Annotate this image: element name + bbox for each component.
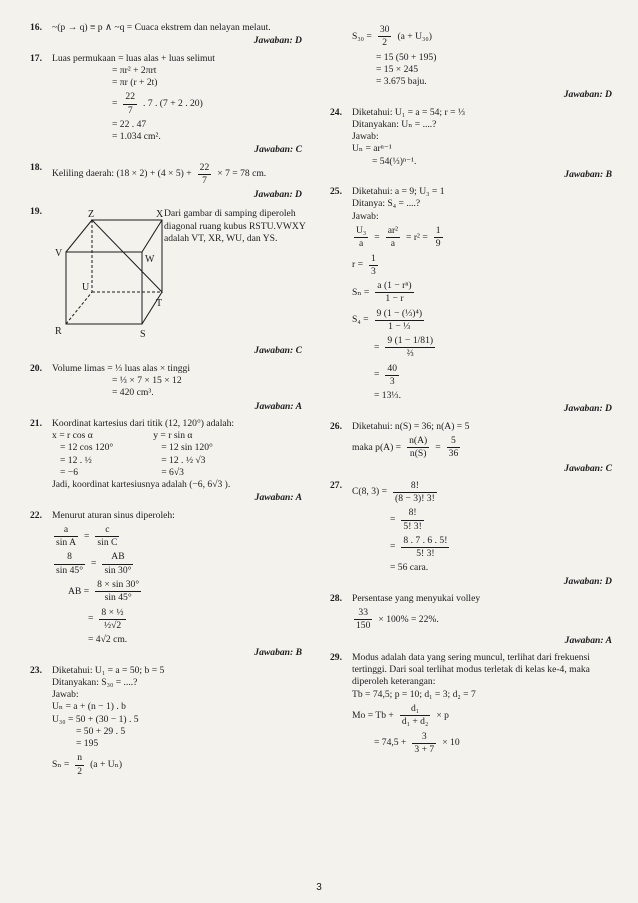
question-23-continued [330,24,612,102]
fraction [412,731,436,757]
question-18 [30,162,302,202]
equals-sign: = [112,97,118,109]
coordinate-work [52,430,302,479]
question-28 [330,593,612,647]
vertex-label-u: U [82,282,90,294]
fraction [393,480,437,506]
numerator: a [54,524,78,537]
numerator: 8 × sin 30° [95,579,141,592]
fraction [354,607,372,633]
fraction [95,579,141,605]
denominator: 3 [371,265,376,277]
work-line: Diketahui: a = 9; U₃ = 1 [352,186,445,198]
fraction [386,225,400,251]
question-21 [30,418,302,505]
numerator: 22 [123,91,137,104]
fraction [400,703,431,729]
denominator: sin 45° [56,564,84,576]
question-17 [30,53,302,157]
cube-edge [66,220,92,252]
cube-diagram [52,206,164,342]
question-number: 20. [30,362,42,374]
fraction [375,280,413,306]
work-line: = −6 [60,466,79,478]
equation-line: = $\frac{8 . 7 . 6 . 5!}{5! 3!}$ [390,534,448,560]
equation-line [52,579,302,605]
answer-label: Jawaban: B [564,168,612,180]
denominator: 2 [382,37,388,49]
cube-figure-block [52,206,306,344]
work-line: = 420 cm³. [112,387,154,399]
fraction [385,363,399,389]
fraction [354,225,368,251]
y-column [153,430,213,479]
work-line: Diketahui: n(S) = 36; n(A) = 5 [352,420,470,432]
equation-line: $\frac{\text{U₃}}{a}$ = $\frac{\text{ar²}}{a}$ = r² = $\frac{1}{9}$ [356,224,441,250]
question-27 [330,480,612,588]
work-text: (a + Uₙ) [90,759,123,771]
equation-line: $\frac{a}{\text{sin A}}$ = $\frac{c}{\text{sin C}}$ [56,523,118,549]
work-line: = 12 . ½ √3 [161,454,206,466]
equation-line: = $\frac{8!}{5! 3!}$ [390,507,422,532]
question-number: 26. [330,420,342,432]
denominator: sin 45° [104,592,132,604]
work-text: Sₙ = [352,286,370,298]
numerator: 8! [393,480,437,493]
denominator: sin A [56,537,76,549]
work-line: = 3.675 baju. [376,76,427,88]
fraction [385,335,435,361]
vertex-label-x: X [156,209,164,221]
equation-line [352,480,612,506]
work-line: = 22 . 47 [112,118,147,130]
work-line: = 15 (50 + 195) [376,51,437,63]
fraction [375,308,425,334]
numerator: n [75,752,84,765]
question-text: Menurut aturan sinus diperoleh: [52,509,175,521]
answer-label: Jawaban: D [253,35,302,47]
work-line: = 50 + 29 . 5 [76,725,126,737]
fraction [75,752,84,778]
numerator: 8 . 7 . 6 . 5! [401,535,449,548]
question-text [52,162,302,188]
numerator: 3 [412,731,436,744]
numerator: 1 [369,253,378,266]
numerator: 8! [401,507,423,520]
answer-label: Jawaban: A [254,400,302,412]
work-line: Jawab: [352,131,379,143]
vertex-label-v: V [55,248,63,260]
cube-front-face [66,252,142,324]
denominator: 2 [77,765,83,777]
numerator: 40 [385,363,399,376]
work-text: AB = [68,585,90,597]
question-text: Persentase yang menyukai volley [352,592,481,604]
equation-line [352,24,612,50]
work-line: Jawab: [352,210,379,222]
question-24 [330,107,612,182]
denominator: 36 [448,448,459,460]
work-text: × p [436,709,449,721]
numerator: d₁ [400,703,431,716]
question-text: Luas permukaan = luas alas + luas selimut [52,52,215,64]
work-text: = 74,5 + [374,737,407,749]
denominator: (8 − 3)! 3! [395,493,435,505]
work-line: = ⅓ × 7 × 15 × 12 [112,374,182,386]
equation-line [352,280,612,306]
question-number: 18. [30,161,42,173]
numerator: ar² [386,225,400,238]
question-number: 27. [330,479,342,491]
work-text: C(8, 3) = [352,486,387,498]
answer-label: Jawaban: A [564,634,612,646]
numerator: 9 (1 − 1/81) [385,335,435,348]
equation-line [352,308,612,334]
question-26 [330,421,612,475]
work-line: = 54(⅓)ⁿ⁻¹. [372,155,417,167]
equation-line: = $\frac{9 (1 - 1/81)}{\text{⅔}}$ [374,335,434,360]
equation-line: maka p(A) = $\frac{n(A)}{n(S)}$ = $\frac{5}{36}$ [352,434,459,460]
denominator: 5! 3! [403,520,422,532]
question-number: 24. [330,106,342,118]
work-text: S₃₀ = [352,30,372,42]
fraction [447,435,461,461]
cube-edge [142,220,162,252]
denominator: a [390,238,395,250]
numerator: a (1 − rⁿ) [375,280,413,293]
question-number: 25. [330,186,342,198]
numerator: 9 (1 − (⅓)⁴) [375,308,425,321]
denominator: ½√2 [103,619,122,631]
denominator: 3 [389,375,395,387]
question-text: ~(p → q) ≡ p ∧ ~q = Cuaca ekstrem dan nelayan melaut. [52,22,271,33]
fraction [198,162,212,188]
equation-line [352,607,612,633]
denominator: 7 [127,104,133,116]
fraction [95,524,119,550]
right-column [330,22,612,761]
numerator: 8 × ½ [99,607,125,620]
numerator: 5 [447,435,461,448]
question-text: Dari gambar di samping diperoleh diagonal ruang kubus RSTU.VWXY adalah VT, XR, WU, dan YS. [164,208,306,244]
denominator: 1 − r [385,293,404,305]
work-line: = πr² + 2πrt [112,64,157,76]
work-text: (a + U₃₀) [397,30,432,42]
question-text: Modus adalah data yang sering muncul, terlihat dari frekuensi tertinggi. Dari soal terlihat modus terletak di kelas ke-4, maka diperoleh keterangan: [352,651,590,688]
work-text: × 7 = 78 cm. [217,168,267,180]
question-number: 17. [30,52,42,64]
equation-line [352,731,612,757]
fraction [123,91,137,117]
work-line: = 13⅓. [374,390,401,402]
answer-label: Jawaban: A [254,492,302,504]
work-line: Uₙ = a + (n − 1) . b [52,701,126,713]
cube-hidden-edge [66,292,92,324]
fraction [54,551,85,577]
answer-label: Jawaban: C [254,144,302,156]
work-line: = 195 [76,738,99,750]
answer-label: Jawaban: C [254,345,302,357]
numerator: U₃ [354,225,368,238]
numerator: n(A) [407,435,429,448]
work-text: Keliling daerah: (18 × 2) + (4 × 5) + [52,168,192,180]
question-16 [30,22,302,48]
answer-label: Jawaban: D [253,189,302,201]
equation-line: $\frac{8}{\sin 45^\circ}$ = $\frac{AB}{\sin 30^\circ}$ [56,551,132,576]
work-line: = πr (r + 2t) [112,77,158,89]
question-number: 29. [330,651,342,663]
answer-label: Jawaban: D [563,575,612,587]
numerator: 33 [354,607,372,620]
vertex-label-s: S [140,329,146,341]
question-text: Koordinat kartesius dari titik (12, 120°) adalah: [52,417,235,429]
fraction [99,607,125,633]
work-text: × 10 [442,737,460,749]
equation-line: = $\frac{40}{3}$ [374,362,398,387]
work-text: = r² = [406,231,428,243]
work-line: = 56 cara. [390,562,429,574]
work-line: = 6√3 [161,466,184,478]
left-column [30,22,306,783]
work-line: Ditanya: S₄ = ....? [352,198,421,210]
answer-label: Jawaban: C [564,462,612,474]
numerator: 8 [54,551,85,564]
work-line: y = r sin α [153,430,193,442]
question-number: 21. [30,417,42,429]
fraction [369,253,378,279]
x-column [52,430,113,479]
numerator: 1 [434,225,443,238]
work-text: . 7 . (7 + 2 . 20) [143,97,203,109]
denominator: 5! 3! [416,548,435,560]
equation-line [352,253,612,279]
fraction [434,225,443,251]
work-text: Mo = Tb + [352,709,394,721]
work-line: = 4√2 cm. [88,634,128,646]
work-line: Jawab: [52,689,79,701]
question-25 [330,186,612,416]
question-22 [30,510,302,660]
work-text: maka p(A) = [352,441,402,453]
denominator: 7 [202,174,207,186]
question-20 [30,363,302,413]
work-text: Sₙ = [52,759,70,771]
question-number: 28. [330,592,342,604]
fraction [378,24,392,50]
work-line: Ditanyakan: S₃₀ = ....? [52,676,138,688]
numerator: 30 [378,24,392,37]
equation-line: = $\frac{\text{8 × ½}}{\text{½√2}}$ [88,606,124,631]
work-line: = 12 . ½ [60,454,92,466]
work-text: × 100% = 22%. [378,613,439,625]
work-line: Ditanyakan: Uₙ = ....? [352,118,437,130]
work-line: Diketahui: U₁ = a = 54; r = ⅓ [352,106,466,118]
answer-label: Jawaban: B [254,647,302,659]
work-line: = 15 × 245 [376,63,419,75]
denominator: a [359,238,364,250]
question-29 [330,652,612,756]
question-number: 22. [30,509,42,521]
question-number: 16. [30,22,42,33]
denominator: ⅔ [406,348,414,360]
work-line: Volume limas = ⅓ luas alas × tinggi [52,362,191,374]
question-19 [30,206,306,357]
denominator: sin 30° [104,564,132,576]
denominator: d₁ + d₂ [401,716,429,728]
vertex-label-z: Z [88,209,95,221]
question-number: 19. [30,206,42,218]
fraction [407,435,429,461]
work-text: r = [352,259,364,271]
equation-line [52,752,302,778]
fraction [102,551,133,577]
answer-label: Jawaban: D [563,89,612,101]
work-line: Uₙ = arⁿ⁻¹ [352,143,392,155]
work-line: U₃₀ = 50 + (30 − 1) . 5 [52,713,139,725]
denominator: 3 + 7 [414,743,435,755]
work-line: = 12 cos 120° [60,442,114,454]
work-line: Tb = 74,5; p = 10; d₁ = 3; d₂ = 7 [352,688,476,700]
page-number: 3 [316,882,322,894]
fraction [401,507,423,533]
work-line: Diketahui: U₁ = a = 50; b = 5 [52,664,165,676]
work-line: = 12 sin 120° [161,442,213,454]
denominator: 150 [356,620,371,632]
denominator: sin C [97,537,118,549]
question-number: 23. [30,664,42,676]
vertex-label-w: W [145,254,155,266]
denominator: 1 − ⅓ [388,320,411,332]
numerator: AB [102,551,133,564]
vertex-label-r: R [55,326,62,338]
work-line: = 1.034 cm². [112,131,161,143]
equation-line [352,703,612,729]
fraction [54,524,78,550]
question-23 [30,665,302,778]
work-line [52,91,302,117]
denominator: 9 [435,238,441,250]
denominator: n(S) [409,448,427,460]
numerator: 22 [198,162,212,175]
fraction [401,535,449,561]
conclusion: Jadi, koordinat kartesiusnya adalah (−6, 6√3 ). [52,479,231,491]
numerator: c [95,524,119,537]
vertex-label-t: T [156,298,163,310]
work-line: x = r cos α [52,430,93,442]
work-text: S₄ = [352,314,369,326]
answer-label: Jawaban: D [563,403,612,415]
